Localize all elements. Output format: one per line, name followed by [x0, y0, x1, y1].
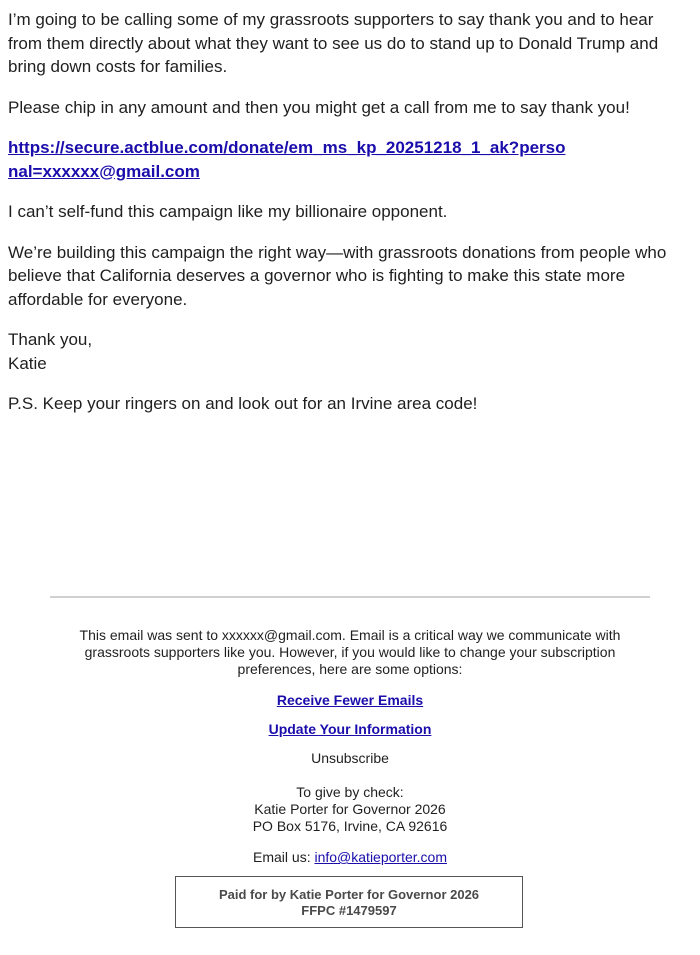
- unsubscribe-link[interactable]: Unsubscribe: [311, 750, 389, 766]
- signoff: Thank you,: [8, 330, 93, 349]
- postscript: P.S. Keep your ringers on and look out for an Irvine area code!: [8, 394, 478, 413]
- check-name: Katie Porter for Governor 2026: [254, 801, 446, 817]
- donate-link[interactable]: https://secure.actblue.com/donate/em_ms_kp_20251218_1_ak?personal=xxxxxx@gmail.com: [8, 138, 566, 181]
- body-paragraph-self-fund: I can’t self-fund this campaign like my billionaire opponent.: [8, 202, 448, 221]
- subscription-notice: This email was sent to xxxxxx@gmail.com. Email is a critical way we communicate with grassroots supporters like you. However, if you would like to change your subscription preferences, here are some options:: [79, 627, 621, 677]
- update-information-link[interactable]: Update Your Information: [268, 721, 432, 737]
- ffpc-number: FFPC #1479597: [301, 903, 397, 918]
- footer: [50, 627, 650, 866]
- footer-divider: [50, 596, 650, 598]
- body-paragraph-grassroots: We’re building this campaign the right way—with grassroots donations from people who believe that California deserves a governor who is fighting to make this state more affordable for everyone.: [8, 242, 667, 309]
- check-address: PO Box 5176, Irvine, CA 92616: [252, 818, 448, 834]
- body-paragraph-calls: I’m going to be calling some of my grassroots supporters to say thank you and to hear from them directly about what they want to see us do to stand up to Donald Trump and bring down costs for families.: [8, 10, 659, 76]
- email-body: [8, 8, 688, 416]
- check-label: To give by check:: [296, 784, 404, 800]
- body-paragraph-chip-in: Please chip in any amount and then you might get a call from me to say thank you!: [8, 97, 630, 117]
- email-us-label: Email us:: [253, 849, 315, 865]
- paid-for-text: Paid for by Katie Porter for Governor 2026: [218, 887, 480, 902]
- receive-fewer-emails-link[interactable]: Receive Fewer Emails: [276, 692, 424, 708]
- donate-link-wrapper: [8, 136, 688, 183]
- email-us-line: [50, 849, 650, 866]
- paid-for-box: [175, 876, 523, 928]
- signature: Katie: [8, 353, 47, 373]
- email-us-link[interactable]: info@katieporter.com: [314, 849, 447, 865]
